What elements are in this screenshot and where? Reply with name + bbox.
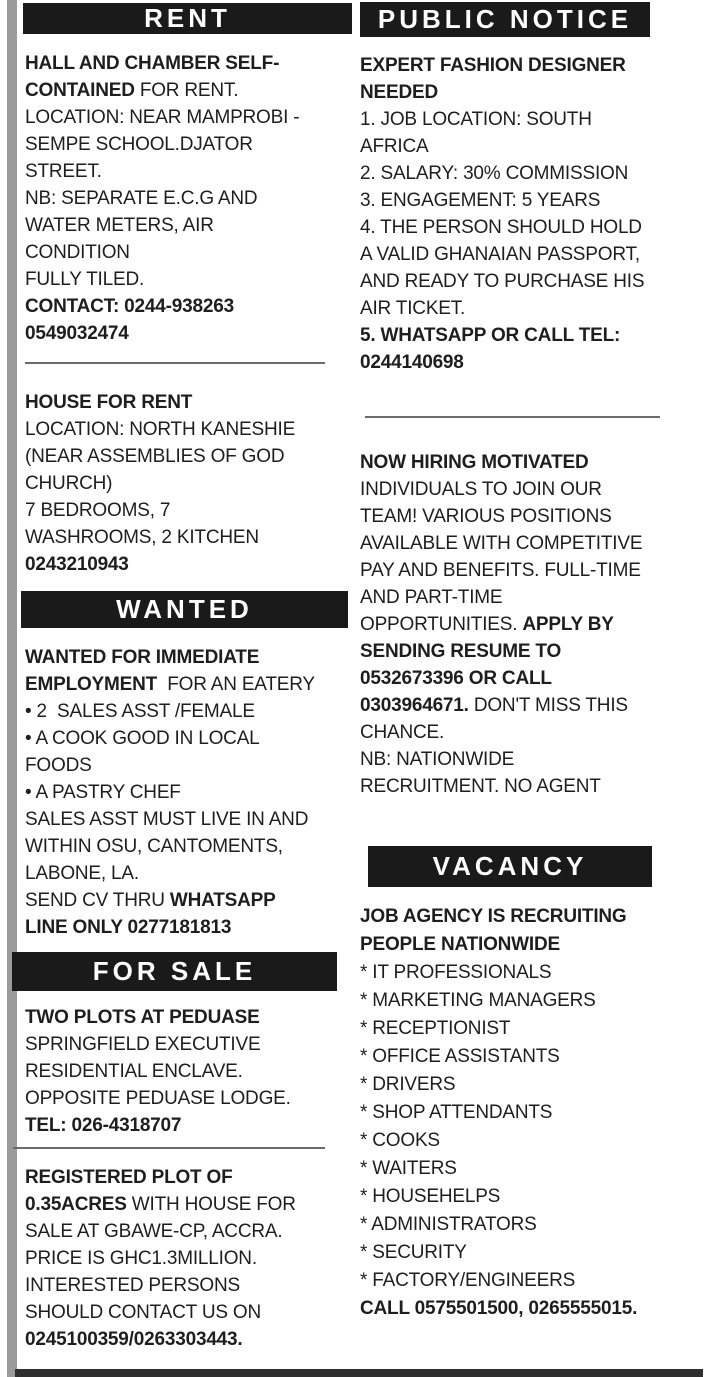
ad-line: AND PART-TIME (360, 587, 503, 608)
ad-line: PEOPLE NATIONWIDE (360, 934, 560, 955)
ad-line: AVAILABLE WITH COMPETITIVE (360, 533, 643, 554)
ad-line: NEEDED (360, 82, 438, 103)
ad-line: 2. SALARY: 30% COMMISSION (360, 163, 629, 184)
classified-ad (360, 449, 672, 800)
ad-line: CONTACT: 0244-938263 (25, 296, 234, 317)
classified-ad (25, 1164, 349, 1353)
ad-line: CONTAINED FOR RENT. (25, 80, 239, 101)
ad-line: CHANCE. (360, 722, 445, 743)
ad-line: TEL: 026-4318707 (25, 1115, 182, 1136)
ad-line: * ADMINISTRATORS (360, 1214, 537, 1235)
ad-line: WANTED FOR IMMEDIATE (25, 647, 260, 668)
ad-line: AFRICA (360, 136, 429, 157)
ad-line: * MARKETING MANAGERS (360, 990, 596, 1011)
ad-line: CALL 0575501500, 0265555015. (360, 1298, 638, 1319)
ad-divider (13, 1147, 325, 1149)
ad-line: * WAITERS (360, 1158, 457, 1179)
ad-line: • 2 SALES ASST /FEMALE (25, 701, 255, 722)
ad-line: EXPERT FASHION DESIGNER (360, 55, 626, 76)
ad-line: LABONE, LA. (25, 863, 139, 884)
ad-line: PAY AND BENEFITS. FULL-TIME (360, 560, 641, 581)
ad-line: 4. THE PERSON SHOULD HOLD (360, 217, 642, 238)
ad-line: SHOULD CONTACT US ON (25, 1302, 261, 1323)
ad-line: RESIDENTIAL ENCLAVE. (25, 1061, 243, 1082)
ad-line: 0.35ACRES WITH HOUSE FOR (25, 1194, 296, 1215)
ad-line: SEMPE SCHOOL.DJATOR (25, 134, 253, 155)
classified-ad (25, 1004, 349, 1139)
ad-line: HALL AND CHAMBER SELF- (25, 53, 280, 74)
ad-line: AND READY TO PURCHASE HIS (360, 271, 645, 292)
ad-line: INDIVIDUALS TO JOIN OUR (360, 479, 602, 500)
ad-line: 1. JOB LOCATION: SOUTH (360, 109, 592, 130)
ad-line: LINE ONLY 0277181813 (25, 917, 232, 938)
ad-line: LOCATION: NEAR MAMPROBI - (25, 107, 300, 128)
ad-line: 7 BEDROOMS, 7 (25, 500, 171, 521)
ad-divider (25, 362, 325, 364)
ad-line: TEAM! VARIOUS POSITIONS (360, 506, 612, 527)
ad-line: * HOUSEHELPS (360, 1186, 501, 1207)
section-header-for-sale: FOR SALE (12, 952, 337, 991)
ad-line: • A PASTRY CHEF (25, 782, 181, 803)
ad-line: SEND CV THRU WHATSAPP (25, 890, 276, 911)
ad-line: 0244140698 (360, 352, 464, 373)
ad-line: OPPOSITE PEDUASE LODGE. (25, 1088, 291, 1109)
ad-line: CHURCH) (25, 473, 113, 494)
ad-line: FOODS (25, 755, 92, 776)
section-header-vacancy: VACANCY (368, 846, 652, 887)
ad-line: * FACTORY/ENGINEERS (360, 1270, 576, 1291)
ad-line: SENDING RESUME TO (360, 641, 562, 662)
ad-line: * IT PROFESSIONALS (360, 962, 552, 983)
column-right (360, 0, 672, 1377)
ad-line: WITHIN OSU, CANTOMENTS, (25, 836, 283, 857)
ad-line: 5. WHATSAPP OR CALL TEL: (360, 325, 621, 346)
partial-next-section-bar (15, 1369, 703, 1377)
ad-line: STREET. (25, 161, 102, 182)
ad-line: * OFFICE ASSISTANTS (360, 1046, 560, 1067)
ad-line: NB: NATIONWIDE (360, 749, 515, 770)
classified-ad (25, 644, 349, 941)
ad-line: AIR TICKET. (360, 298, 466, 319)
ad-line: JOB AGENCY IS RECRUITING (360, 906, 627, 927)
ad-line: 0243210943 (25, 554, 129, 575)
ad-line: 0245100359/0263303443. (25, 1329, 243, 1350)
classified-ad (25, 50, 349, 347)
ad-line: HOUSE FOR RENT (25, 392, 193, 413)
ad-line: A VALID GHANAIAN PASSPORT, (360, 244, 640, 265)
ad-line: WATER METERS, AIR (25, 215, 214, 236)
classified-ad (25, 389, 349, 578)
ad-line: * DRIVERS (360, 1074, 456, 1095)
ad-line: TWO PLOTS AT PEDUASE (25, 1007, 260, 1028)
ad-line: * SECURITY (360, 1242, 467, 1263)
ad-divider (365, 416, 660, 418)
ad-line: SALES ASST MUST LIVE IN AND (25, 809, 309, 830)
ad-line: * COOKS (360, 1130, 440, 1151)
ad-line: 0532673396 OR CALL (360, 668, 552, 689)
column-left (25, 0, 349, 1377)
ad-line: SALE AT GBAWE-CP, ACCRA. (25, 1221, 283, 1242)
ad-line: * RECEPTIONIST (360, 1018, 511, 1039)
section-header-rent: RENT (23, 3, 352, 34)
ad-line: CONDITION (25, 242, 130, 263)
ad-line: (NEAR ASSEMBLIES OF GOD (25, 446, 285, 467)
section-header-public-notice: PUBLIC NOTICE (360, 2, 650, 37)
ad-line: • A COOK GOOD IN LOCAL (25, 728, 260, 749)
ad-line: NOW HIRING MOTIVATED (360, 452, 589, 473)
ad-line: LOCATION: NORTH KANESHIE (25, 419, 296, 440)
page-edge-strip (7, 0, 17, 1377)
ad-line: * SHOP ATTENDANTS (360, 1102, 553, 1123)
ad-line: 3. ENGAGEMENT: 5 YEARS (360, 190, 601, 211)
classified-ad (360, 903, 672, 1323)
ad-line: PRICE IS GHC1.3MILLION. (25, 1248, 257, 1269)
ad-line: REGISTERED PLOT OF (25, 1167, 233, 1188)
ad-line: 0303964671. DON'T MISS THIS (360, 695, 628, 716)
ad-line: OPPORTUNITIES. APPLY BY (360, 614, 614, 635)
classified-ad (360, 52, 672, 376)
ad-line: NB: SEPARATE E.C.G AND (25, 188, 258, 209)
ad-line: EMPLOYMENT FOR AN EATERY (25, 674, 315, 695)
ad-line: WASHROOMS, 2 KITCHEN (25, 527, 259, 548)
ad-line: RECRUITMENT. NO AGENT (360, 776, 601, 797)
ad-line: INTERESTED PERSONS (25, 1275, 240, 1296)
section-header-wanted: WANTED (21, 591, 348, 628)
ad-line: SPRINGFIELD EXECUTIVE (25, 1034, 261, 1055)
ad-line: 0549032474 (25, 323, 129, 344)
ad-line: FULLY TILED. (25, 269, 145, 290)
